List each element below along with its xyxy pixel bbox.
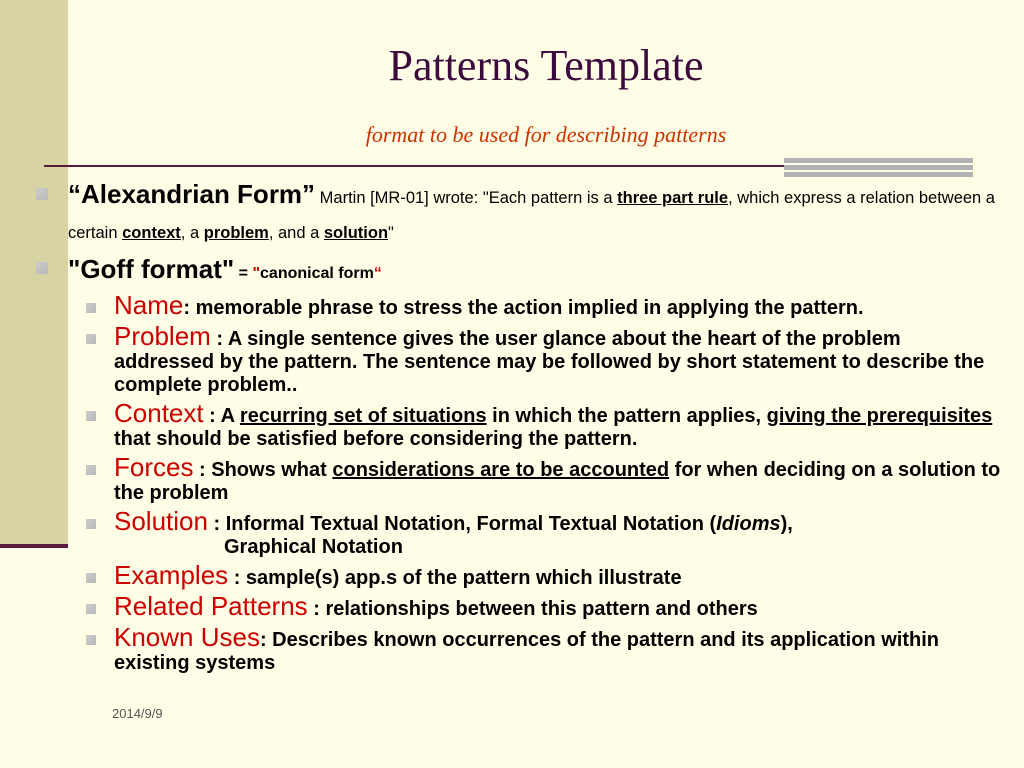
item-forces: Forces : Shows what considerations are to be accounted for when deciding on a solution to the problem bbox=[30, 456, 1005, 505]
square-bullet-icon bbox=[36, 262, 48, 274]
square-bullet-icon bbox=[86, 573, 96, 583]
square-bullet-icon bbox=[86, 303, 96, 313]
canonical-form-text: canonical form bbox=[260, 265, 374, 282]
three-part-rule-text: three part rule bbox=[617, 189, 729, 207]
bullet-alexandrian-form: “Alexandrian Form” Martin [MR-01] wrote: "Each pattern is a three part rule, which express a relation between a certain context, a problem, and a solution" bbox=[30, 177, 1005, 251]
title-divider bbox=[44, 165, 784, 167]
item-term: Known Uses bbox=[114, 622, 260, 652]
square-bullet-icon bbox=[86, 604, 96, 614]
square-bullet-icon bbox=[86, 635, 96, 645]
item-term: Name bbox=[114, 290, 184, 320]
goff-heading: "Goff format" bbox=[68, 254, 235, 284]
item-known-uses: Known Uses: Describes known occurrences of the pattern and its application within existing systems bbox=[30, 626, 1005, 675]
solution-text: solution bbox=[323, 224, 389, 242]
square-bullet-icon bbox=[86, 465, 96, 475]
title-divider-accent bbox=[784, 158, 973, 179]
context-text: context bbox=[122, 224, 181, 242]
item-solution: Solution : Informal Textual Notation, Formal Textual Notation (Idioms), Graphical Notation bbox=[30, 510, 1005, 559]
item-term: Forces bbox=[114, 452, 194, 482]
item-term: Examples bbox=[114, 560, 229, 590]
item-term: Context bbox=[114, 398, 204, 428]
slide-subtitle: format to be used for describing patterns bbox=[365, 122, 727, 147]
bullet-goff-format: "Goff format" = "canonical form“ bbox=[30, 251, 1005, 292]
problem-text: problem bbox=[203, 224, 269, 242]
item-term: Related Patterns bbox=[114, 591, 308, 621]
item-problem: Problem : A single sentence gives the user glance about the heart of the problem addressed by the pattern. The sentence may be followed by short statement to describe the complete problem.. bbox=[30, 325, 1005, 397]
alexandrian-heading: “Alexandrian Form” bbox=[68, 179, 316, 209]
item-examples: Examples : sample(s) app.s of the pattern which illustrate bbox=[30, 564, 1005, 590]
square-bullet-icon bbox=[86, 334, 96, 344]
slide-title: Patterns Template bbox=[388, 41, 704, 90]
item-related-patterns: Related Patterns : relationships between this pattern and others bbox=[30, 595, 1005, 621]
item-term: Solution bbox=[114, 506, 208, 536]
square-bullet-icon bbox=[86, 411, 96, 421]
slide-date: 2014/9/9 bbox=[112, 706, 163, 721]
slide-content bbox=[30, 177, 1005, 680]
square-bullet-icon bbox=[36, 188, 48, 200]
item-name: Name: memorable phrase to stress the action implied in applying the pattern. bbox=[30, 294, 1005, 320]
item-context: Context : A recurring set of situations in which the pattern applies, giving the prerequisites that should be satisfied before considering the pattern. bbox=[30, 402, 1005, 451]
item-term: Problem bbox=[114, 321, 211, 351]
square-bullet-icon bbox=[86, 519, 96, 529]
